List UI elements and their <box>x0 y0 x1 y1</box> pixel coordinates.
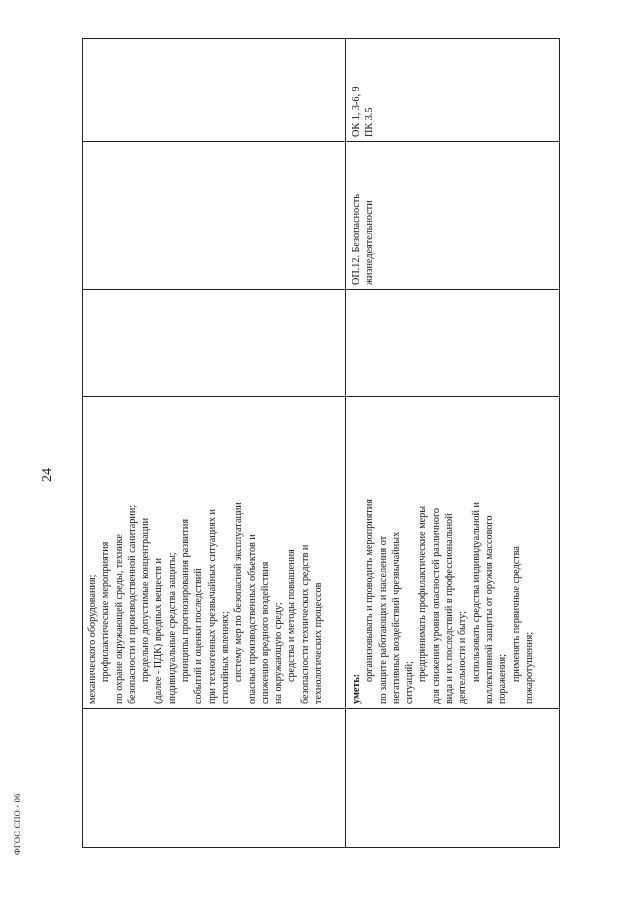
knowledge-line-7: принципы прогнозирования развития <box>180 518 192 682</box>
knowledge-line-4: предельно допустимые концентрации <box>140 517 152 682</box>
skills-line-6: для снижения уровня опасностей различного <box>430 507 442 704</box>
discipline-line-2: жизнедеятельности <box>364 200 376 285</box>
table-border-bottom <box>82 847 560 848</box>
col-divider-2 <box>82 289 560 290</box>
knowledge-line-15: средства и методы повышения <box>286 549 298 682</box>
skills-line-5: предпринимать профилактические меры <box>417 505 429 682</box>
skills-line-7: вида и их последствий в профессиональной <box>444 513 456 704</box>
row-divider <box>345 38 346 848</box>
knowledge-list <box>86 502 325 704</box>
competencies-cell <box>350 86 377 137</box>
page-number: 24 <box>40 468 55 482</box>
knowledge-line-11: систему мер по безопасной эксплуатации <box>233 502 245 682</box>
knowledge-line-8: событий и оценки последствий <box>193 568 205 704</box>
col-divider-3 <box>82 396 560 397</box>
discipline-line-1: ОП.12. Безопасность <box>351 193 362 285</box>
skills-list <box>350 499 536 704</box>
skills-line-1: организовывать и проводить мероприятия <box>364 499 376 682</box>
discipline-cell <box>350 194 377 285</box>
skills-line-3: негативных воздействий чрезвычайных <box>390 531 402 704</box>
knowledge-line-9: при техногенных чрезвычайных ситуациях и <box>206 508 218 704</box>
knowledge-line-3: безопасности и производственной санитарии; <box>126 504 138 704</box>
knowledge-line-17: технологических процессов <box>313 582 325 704</box>
skills-line-13: пожаротушения; <box>523 631 535 704</box>
table-border-top <box>82 38 560 39</box>
skills-line-8: деятельности и быту; <box>457 610 469 704</box>
knowledge-line-10: стихийных явлениях; <box>219 611 231 704</box>
competencies-line-2: ПК 3.5 <box>364 107 376 137</box>
knowledge-line-1: профилактические мероприятия <box>100 541 112 682</box>
skills-line-12: применять первичные средства <box>510 546 522 682</box>
table-border-right <box>559 38 560 848</box>
knowledge-line-2: по охране окружающей среды, технике <box>113 534 125 704</box>
knowledge-line-14: на окружающую среду; <box>273 602 285 704</box>
skills-line-2: по защите работающих и населения от <box>377 535 389 704</box>
skills-heading: уметь: <box>351 673 362 704</box>
knowledge-line-6: индивидуальные средства защиты; <box>166 552 178 704</box>
table-border-left <box>82 38 83 848</box>
skills-line-11: поражения; <box>497 653 509 704</box>
knowledge-line-0: механического оборудования; <box>87 574 98 704</box>
col-divider-4 <box>82 708 560 709</box>
col-divider-1 <box>82 141 560 142</box>
competencies-line-1: ОК 1, 3-6, 9 <box>351 86 362 137</box>
knowledge-line-16: безопасности технических средств и <box>299 544 311 704</box>
knowledge-line-12: опасных производственных объектов и <box>246 534 258 704</box>
skills-line-4: ситуаций; <box>404 661 416 704</box>
skills-line-10: коллективной защиты от оружия массового <box>483 515 495 704</box>
skills-line-9: использовать средства индивидуальной и <box>470 502 482 682</box>
knowledge-line-13: снижению вредного воздействия <box>259 561 271 704</box>
footer-code: ФГОС СПО - 06 <box>12 793 22 855</box>
knowledge-line-5: (далее - ПДК) вредных веществ и <box>153 558 165 704</box>
